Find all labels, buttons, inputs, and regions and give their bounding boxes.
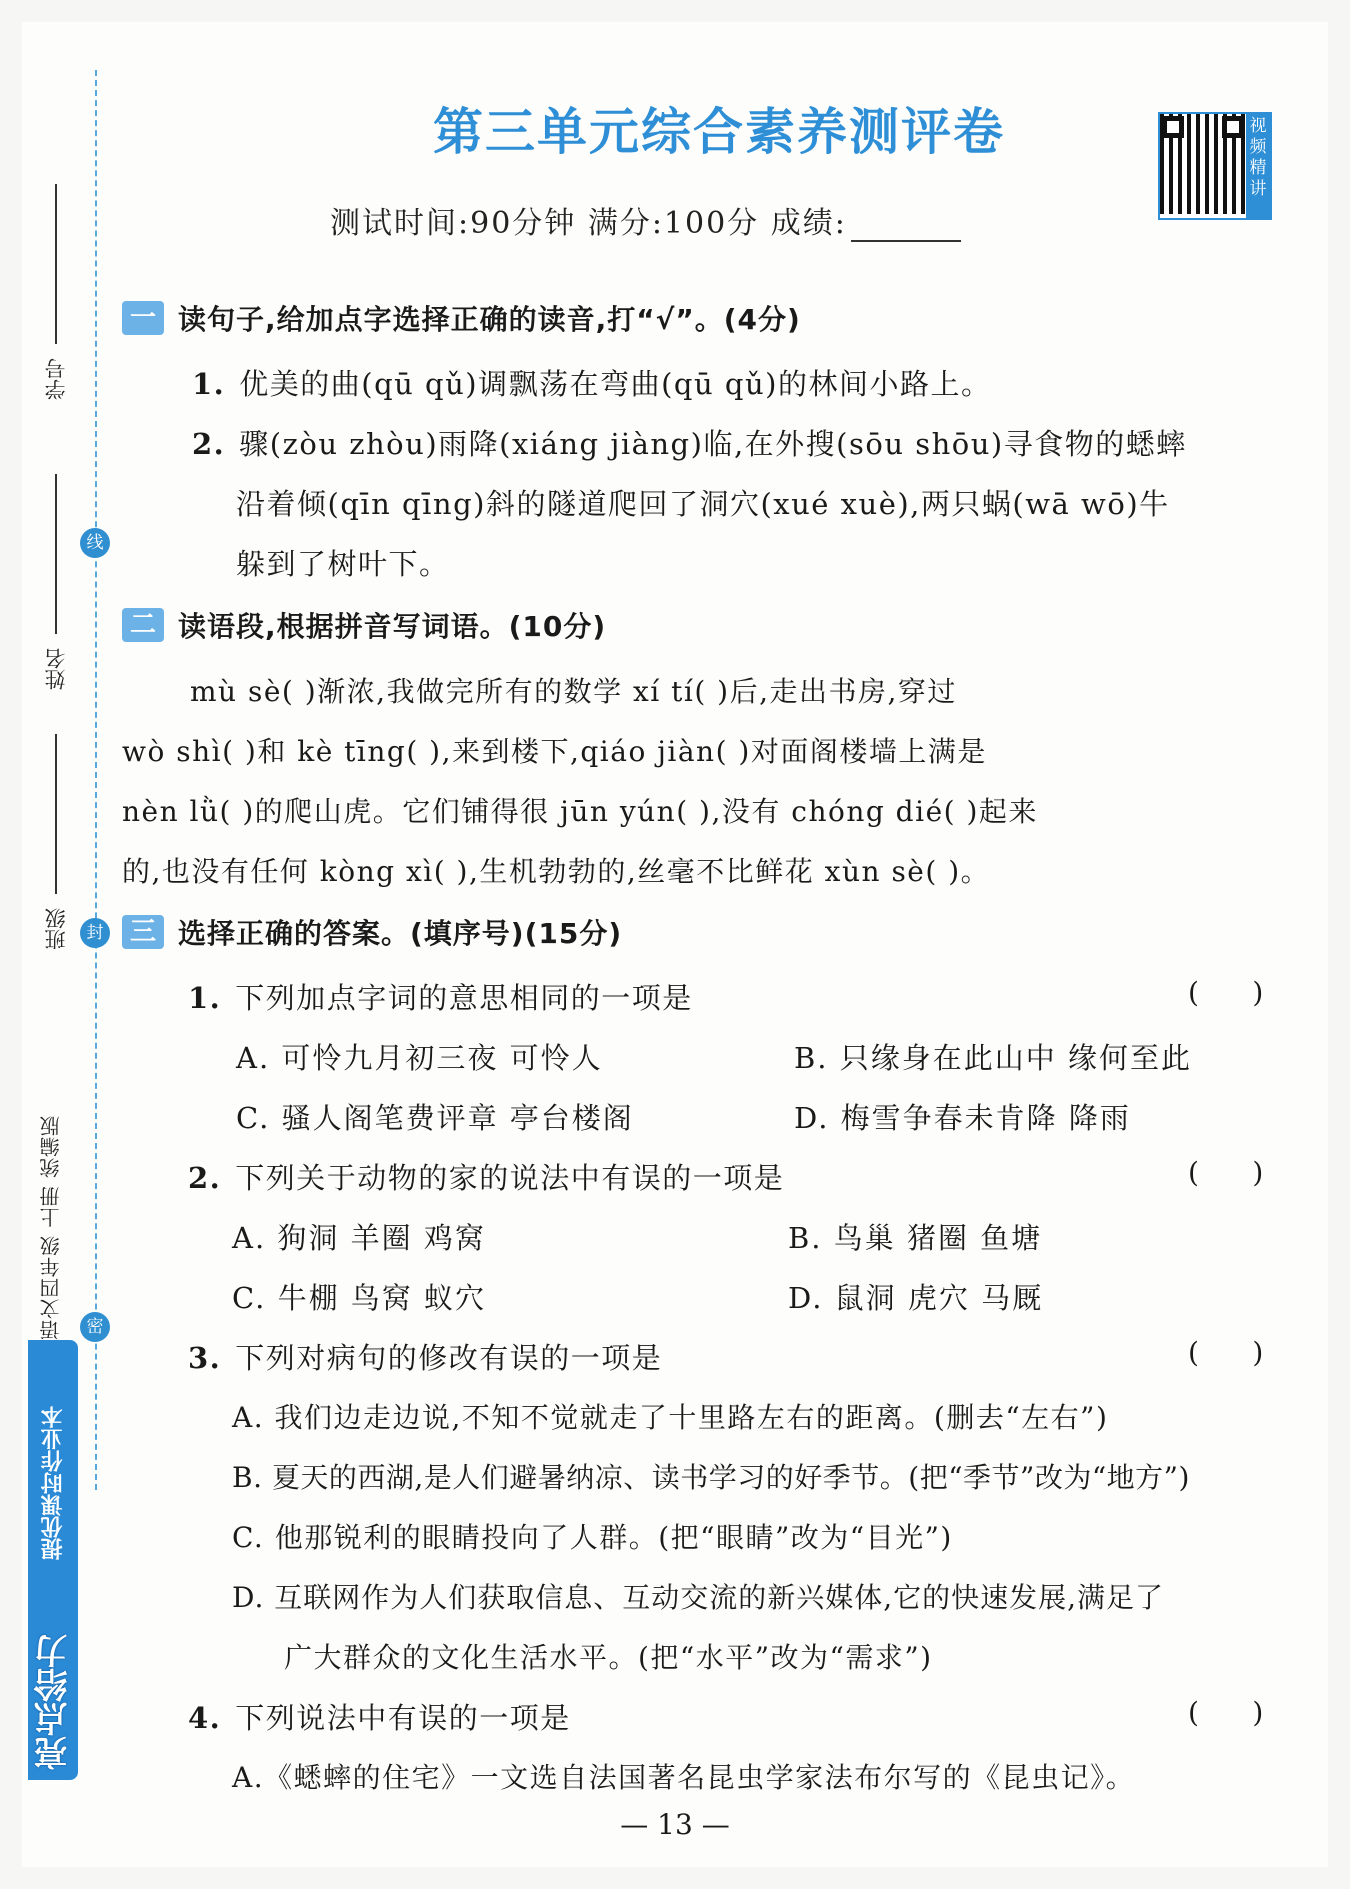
section-3-number: 三: [122, 915, 164, 949]
s3-q2-option-a: A. 狗洞 羊圈 鸡窝: [232, 1221, 486, 1255]
section-2-title: 读语段,根据拼音写词语。(10分): [178, 610, 607, 643]
s3-q2-stem: [188, 1156, 784, 1197]
s3-q3-stem: [188, 1336, 662, 1377]
qr-label: 视频精讲: [1246, 114, 1270, 218]
class-underline: [55, 734, 57, 894]
s3-q3-option-d-line1: D. 互联网作为人们获取信息、互动交流的新兴媒体,它的快速发展,满足了: [232, 1581, 1165, 1614]
page-number: — 13 —: [620, 1808, 730, 1841]
s1-q1-num: 1.: [192, 367, 226, 401]
s3-q3-answer-blank[interactable]: ( ): [1188, 1336, 1264, 1369]
s3-q3-option-c: C. 他那锐利的眼睛投向了人群。(把“眼睛”改为“目光”): [232, 1521, 953, 1554]
s3-q3-option-b: B. 夏天的西湖,是人们避暑纳凉、读书学习的好季节。(把“季节”改为“地方”): [232, 1461, 1190, 1494]
page-title-text: 第三单元综合素养测评卷: [433, 103, 1005, 161]
s3-q2-option-c: C. 牛棚 鸟窝 蚁穴: [232, 1281, 487, 1315]
s1-q1-text: 优美的曲(qū qǔ)调飘荡在弯曲(qū qǔ)的林间小路上。: [239, 367, 992, 401]
binding-dashed-line: [95, 70, 97, 1490]
s3-q4-option-a: A.《蟋蟀的住宅》一文选自法国著名昆虫学家法布尔写的《昆虫记》。: [232, 1761, 1136, 1794]
s1-q2-line2: 沿着倾(qīn qīng)斜的隧道爬回了洞穴(xué xuè),两只蜗(wā wō)牛: [236, 487, 1170, 521]
s3-q1-answer-blank[interactable]: ( ): [1188, 976, 1264, 1009]
section-3-title: 选择正确的答案。(填序号)(15分): [178, 917, 623, 950]
s3-q1-option-a: A. 可怜九月初三夜 可怜人: [236, 1041, 603, 1075]
s1-q1: [192, 362, 991, 403]
name-label: 姓名: [44, 648, 68, 690]
s1-q2-num: 2.: [192, 427, 226, 461]
test-info-text: 测试时间:90分钟 满分:100分 成绩:: [330, 206, 847, 241]
s2-line1: mù sè( )渐浓,我做完所有的数学 xí tí( )后,走出书房,穿过: [190, 675, 957, 708]
s3-q1-option-b: B. 只缘身在此山中 缘何至此: [794, 1041, 1192, 1075]
s3-q3-option-d-line2: 广大群众的文化生活水平。(把“水平”改为“需求”): [284, 1641, 933, 1674]
seal-secret-mark: 密: [80, 1312, 110, 1342]
section-1-title: 读句子,给加点字选择正确的读音,打“√”。(4分): [178, 303, 801, 336]
s3-q2-option-d: D. 鼠洞 虎穴 马厩: [788, 1281, 1044, 1315]
s3-q3-option-a: A. 我们边走边说,不知不觉就走了十里路左右的距离。(删去“左右”): [232, 1401, 1109, 1434]
section-2-header: [122, 605, 606, 645]
s3-q2-answer-blank[interactable]: ( ): [1188, 1156, 1264, 1189]
brand-strip: [28, 1340, 78, 1780]
student-id-label: 学号: [44, 358, 68, 400]
s1-q2-text-1: 骤(zòu zhòu)雨降(xiáng jiàng)临,在外搜(sōu shōu)寻食物的蟋蟀: [239, 427, 1187, 461]
s1-q2-line3: 躲到了树叶下。: [236, 547, 450, 581]
s2-line4: 的,也没有任何 kòng xì( ),生机勃勃的,丝毫不比鲜花 xùn sè( )。: [122, 855, 991, 888]
name-underline: [55, 474, 57, 634]
page-title: [0, 92, 1350, 164]
s3-q1-num: 1.: [188, 981, 222, 1015]
s2-line3: nèn lǜ( )的爬山虎。它们铺得很 jūn yún( ),没有 chóng dié( )起来: [122, 795, 1038, 828]
s1-q2-line1: [192, 422, 1187, 463]
test-info: [330, 198, 961, 242]
score-blank[interactable]: [851, 212, 961, 242]
s3-q2-num: 2.: [188, 1161, 222, 1195]
seal-line-mark: 线: [80, 528, 110, 558]
s3-q1-stem: [188, 976, 693, 1017]
qr-code-video[interactable]: [1158, 112, 1272, 220]
student-id-underline: [55, 184, 57, 344]
section-3-header: [122, 912, 622, 952]
s3-q4-stem-text: 下列说法中有误的一项是: [235, 1701, 571, 1735]
s3-q4-answer-blank[interactable]: ( ): [1188, 1696, 1264, 1729]
brand-subtitle: 提优课时作业本: [40, 1406, 66, 1560]
s3-q3-num: 3.: [188, 1341, 222, 1375]
section-1-number: 一: [122, 301, 164, 335]
qr-code-icon: [1160, 114, 1246, 214]
s3-q3-stem-text: 下列对病句的修改有误的一项是: [235, 1341, 663, 1375]
name-field: [36, 440, 76, 690]
section-2-number: 二: [122, 608, 164, 642]
s3-q4-stem: [188, 1696, 571, 1737]
brand-logo: 亮点给力: [33, 1634, 74, 1770]
student-id-field: [36, 170, 76, 400]
class-field: [36, 720, 76, 950]
s3-q1-stem-text: 下列加点字词的意思相同的一项是: [235, 981, 693, 1015]
s3-q1-option-c: C. 骚人阁笔费评章 亭台楼阁: [236, 1101, 634, 1135]
section-1-header: [122, 298, 801, 338]
s3-q2-option-b: B. 鸟巢 猪圈 鱼塘: [788, 1221, 1043, 1255]
s2-line2: wò shì( )和 kè tīng( ),来到楼下,qiáo jiàn( )对面阁楼墙上满是: [122, 735, 987, 768]
book-series-label: 语文四年级 上册 统编版: [39, 1115, 63, 1340]
s3-q4-num: 4.: [188, 1701, 222, 1735]
s3-q1-option-d: D. 梅雪争春未肯降 降雨: [794, 1101, 1131, 1135]
s3-q2-stem-text: 下列关于动物的家的说法中有误的一项是: [235, 1161, 785, 1195]
seal-seal-mark: 封: [80, 918, 110, 948]
class-label: 班级: [44, 908, 68, 950]
